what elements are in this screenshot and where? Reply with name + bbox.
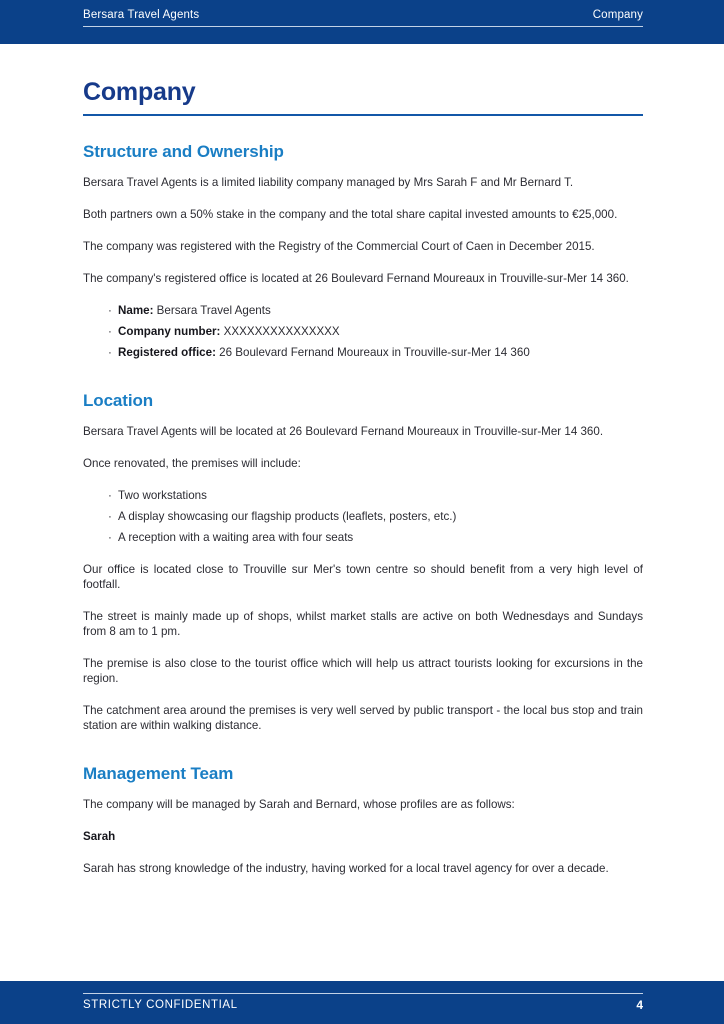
person-name: Sarah xyxy=(83,830,116,843)
list-item xyxy=(108,530,643,545)
list-item-text: XXXXXXXXXXXXXXX xyxy=(220,325,340,338)
page-content xyxy=(0,44,724,929)
paragraph: Our office is located close to Trouville sur Mer's town centre so should benefit from a very high level of footfall. xyxy=(83,563,643,591)
paragraph: The company's registered office is located at 26 Boulevard Fernand Moureaux in Trouville-sur-Mer 14 360. xyxy=(83,272,629,285)
list-item-label: Registered office: xyxy=(118,346,216,359)
paragraph: Bersara Travel Agents is a limited liability company managed by Mrs Sarah F and Mr Bernard T. xyxy=(83,176,574,189)
header-company-name: Bersara Travel Agents xyxy=(83,9,200,21)
paragraph: Bersara Travel Agents will be located at 26 Boulevard Fernand Moureaux in Trouville-sur-Mer 14 360. xyxy=(83,425,604,438)
section-heading-structure: Structure and Ownership xyxy=(83,142,284,161)
header-section-name: Company xyxy=(592,9,643,21)
page-number: 4 xyxy=(636,998,643,1012)
paragraph: Once renovated, the premises will include: xyxy=(83,457,301,470)
bullet-marker-icon: · xyxy=(108,304,112,317)
paragraph: Both partners own a 50% stake in the company and the total share capital invested amounts to €25,000. xyxy=(83,208,618,221)
bullet-marker-icon: · xyxy=(108,510,112,523)
list-item-text: A reception with a waiting area with four seats xyxy=(118,531,354,544)
list-item xyxy=(108,324,643,339)
paragraph: The premise is also close to the tourist office which will help us attract tourists looking for excursions in the region. xyxy=(83,657,643,685)
paragraph: The catchment area around the premises is very well served by public transport - the local bus stop and train station are within walking distance. xyxy=(83,704,643,732)
bullet-marker-icon: · xyxy=(108,531,112,544)
list-item-label: Company number: xyxy=(118,325,221,338)
list-item-label: Name: xyxy=(118,304,154,317)
content-spacer xyxy=(0,929,724,982)
location-bullet-list xyxy=(83,488,643,545)
footer-rule-row xyxy=(83,993,643,1012)
page-title: Company xyxy=(83,78,643,116)
bullet-marker-icon: · xyxy=(108,489,112,502)
paragraph: The company will be managed by Sarah and Bernard, whose profiles are as follows: xyxy=(83,798,515,811)
paragraph: Sarah has strong knowledge of the industry, having worked for a local travel agency for over a decade. xyxy=(83,862,609,875)
list-item xyxy=(108,488,643,503)
header-rule-row xyxy=(83,9,643,27)
bullet-marker-icon: · xyxy=(108,346,112,359)
list-item xyxy=(108,345,643,360)
bullet-marker-icon: · xyxy=(108,325,112,338)
list-item xyxy=(108,303,643,318)
paragraph: The street is mainly made up of shops, whilst market stalls are active on both Wednesdays and Sundays from 8 am to 1 pm. xyxy=(83,610,643,638)
section-heading-location: Location xyxy=(83,391,154,410)
page-footer xyxy=(0,981,724,1024)
list-item-text: A display showcasing our flagship products (leaflets, posters, etc.) xyxy=(118,510,457,523)
list-item xyxy=(108,509,643,524)
list-item-text: Bersara Travel Agents xyxy=(153,304,271,317)
confidentiality-notice: STRICTLY CONFIDENTIAL xyxy=(83,999,238,1011)
page-header xyxy=(0,0,724,44)
list-item-text: Two workstations xyxy=(118,489,207,502)
section-heading-management: Management Team xyxy=(83,764,234,783)
paragraph: The company was registered with the Registry of the Commercial Court of Caen in December 2015. xyxy=(83,240,595,253)
structure-bullet-list xyxy=(83,303,643,360)
list-item-text: 26 Boulevard Fernand Moureaux in Trouville-sur-Mer 14 360 xyxy=(215,346,530,359)
